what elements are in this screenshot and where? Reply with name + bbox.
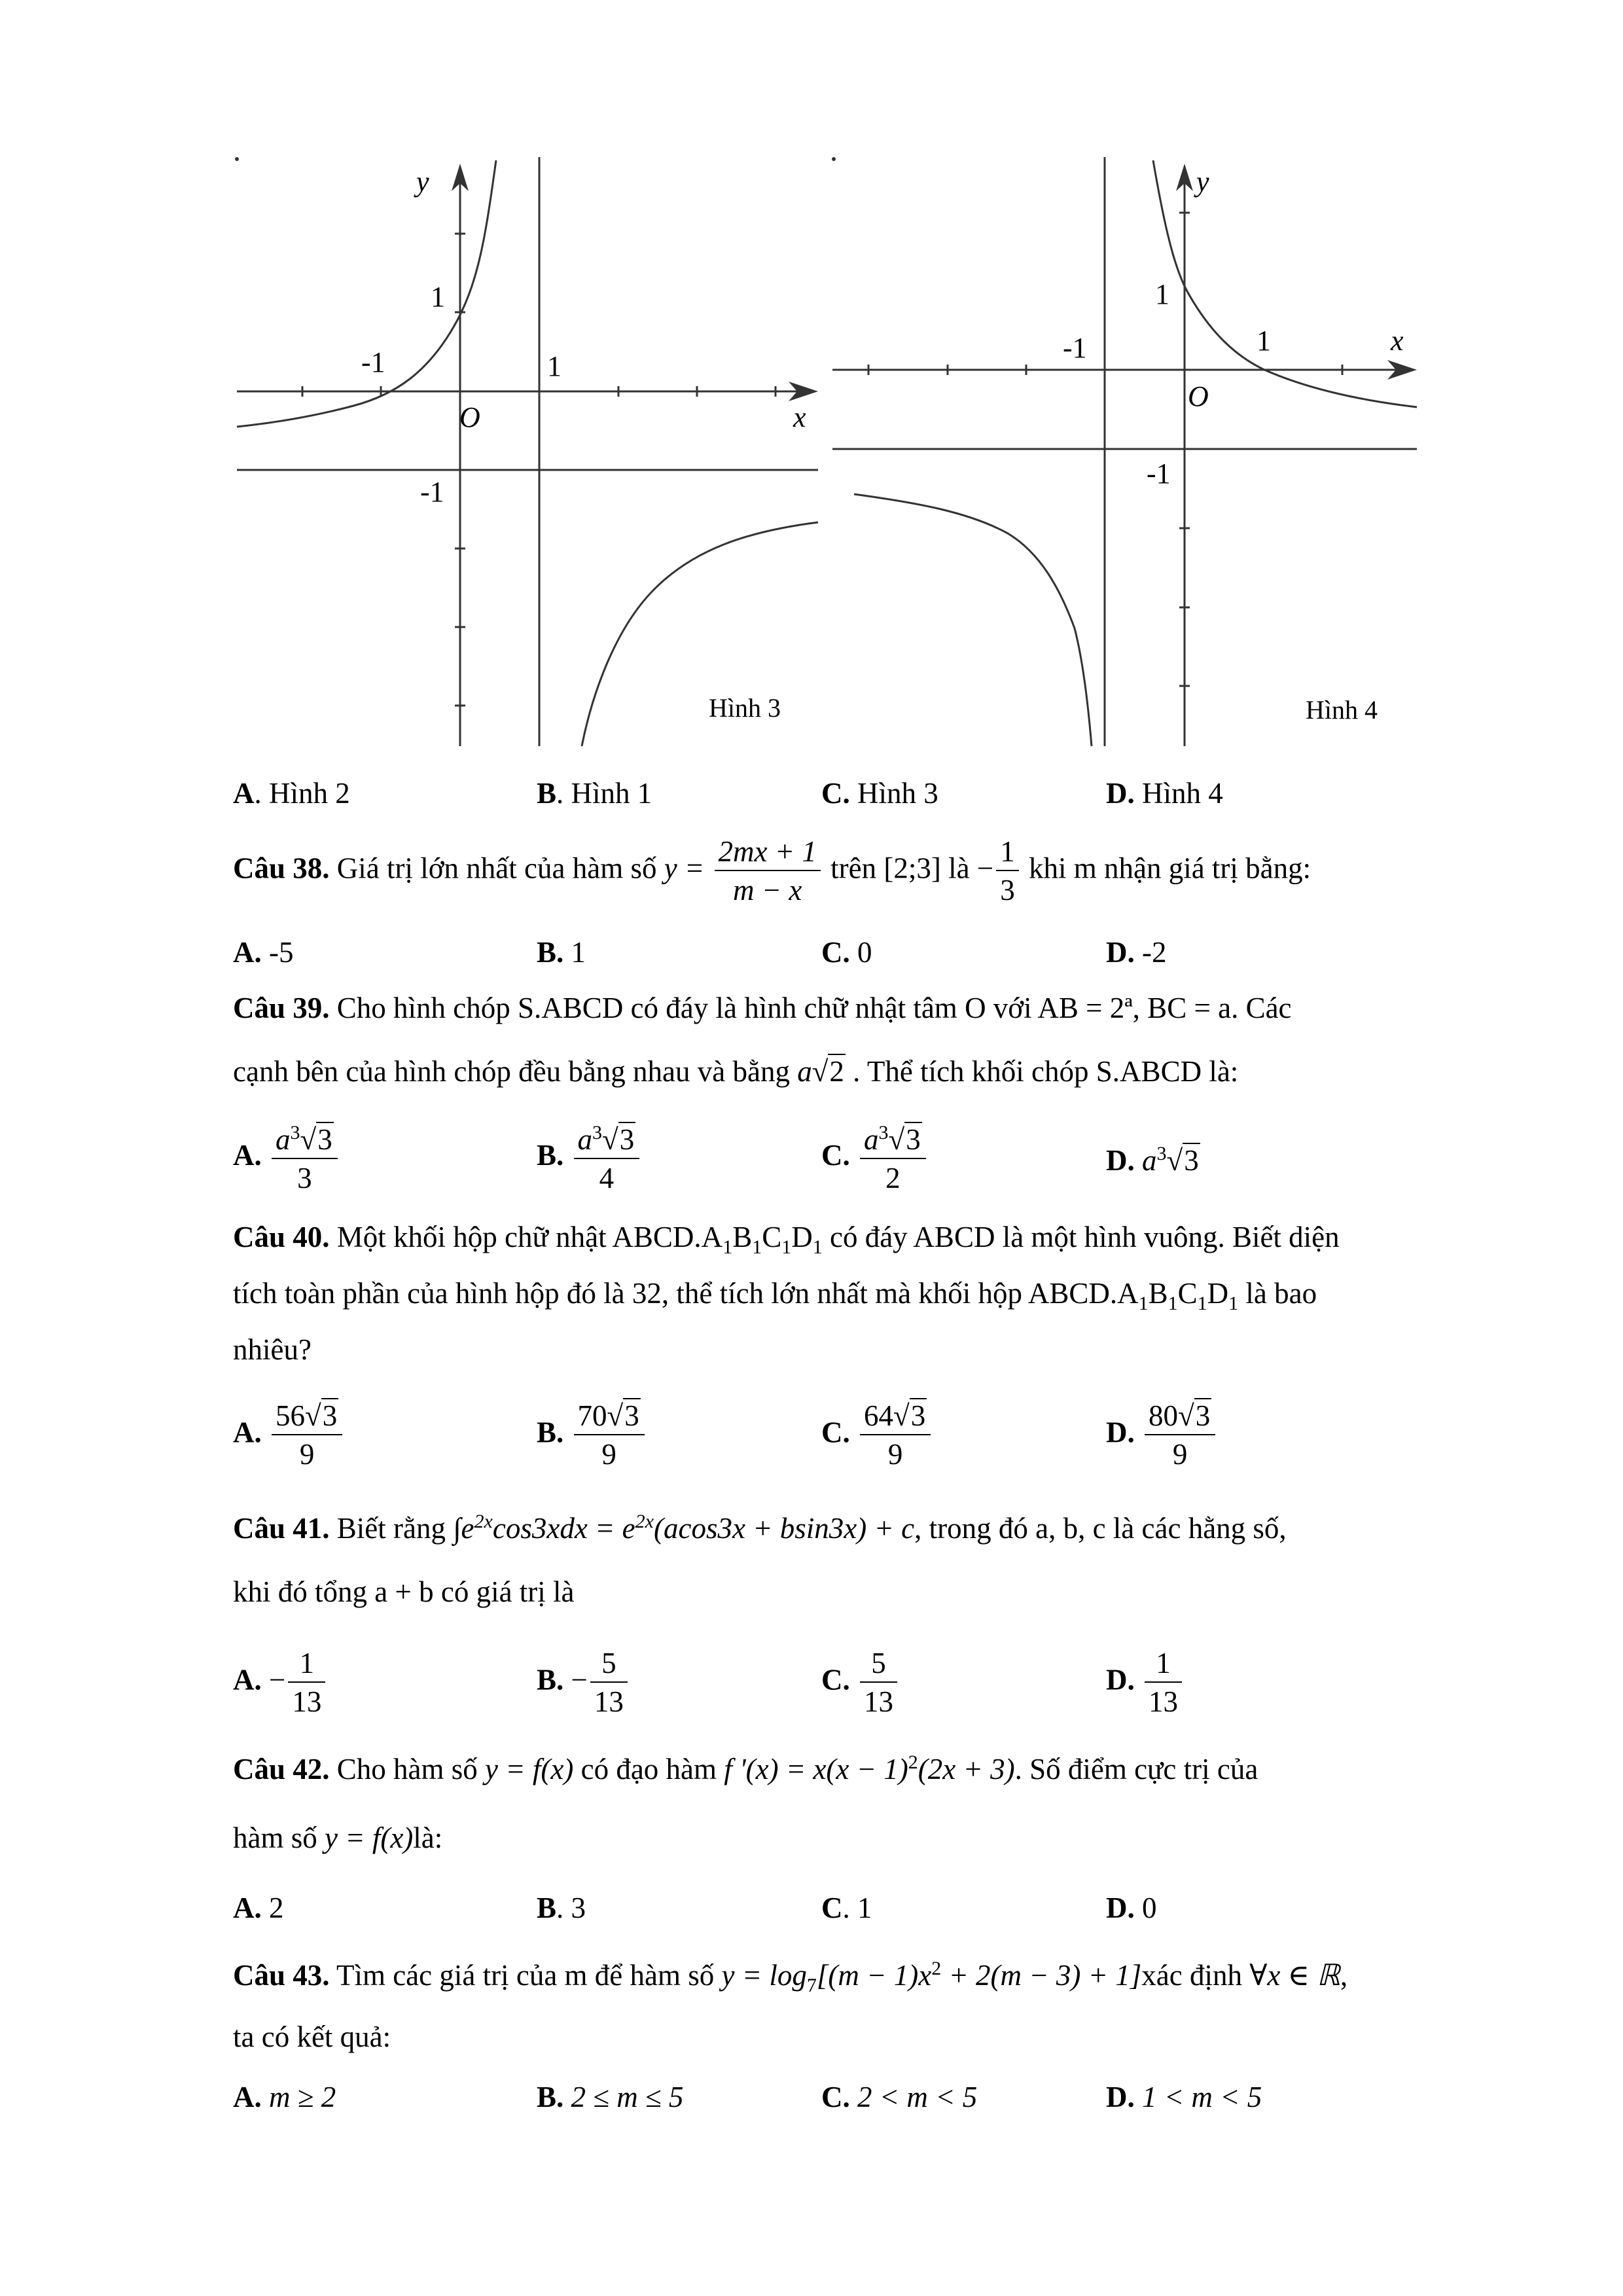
q40-stem-line1 [233,1223,1340,1257]
q38-option-b[interactable] [537,938,586,967]
q38-option-c[interactable] [821,938,872,967]
option-letter: B. [537,2081,564,2113]
q41-option-b[interactable] [537,1648,630,1718]
fig3-one-y-label: 1 [431,281,445,313]
option-numerator: 5 [860,1648,897,1683]
fig4-one-x-label: 1 [1257,325,1271,357]
option-denominator: 9 [887,1438,903,1471]
q40-option-a[interactable] [233,1401,345,1471]
q42-option-b[interactable] [537,1893,586,1923]
q40-text: C [1177,1277,1198,1310]
option-text: . 1 [842,1892,872,1924]
option-text: Hình 4 [1134,777,1223,810]
q43-argument-rest: + 2(m − 3) + 1] [941,1959,1142,1992]
option-coefficient: 70 [577,1399,607,1432]
option-letter: C. [821,777,850,810]
option-text: 2 < m < 5 [857,2081,978,2113]
q38-fn-denominator: m − x [733,874,802,907]
option-letter: D. [1106,1416,1135,1449]
option-radicand: 3 [1184,1144,1199,1177]
q40-subscript: 1 [1228,1293,1239,1314]
q43-log-base: 7 [806,1975,817,1996]
option-letter: B. [537,1139,564,1172]
q40-option-b[interactable] [537,1401,647,1471]
q41-label: Câu 41. [233,1512,330,1545]
option-letter: D. [1106,1144,1135,1177]
fig3-minus-one-x-label: -1 [361,346,385,378]
option-denominator: 4 [599,1162,615,1195]
q38-fn-numerator: 2mx + 1 [715,836,821,871]
option-text: . Hình 2 [254,777,350,810]
option-radicand: 3 [910,1399,926,1432]
option-num-radicand: 3 [906,1123,921,1156]
q39-label: Câu 39. [233,992,330,1024]
option-letter: A. [233,2081,262,2113]
option-fraction [590,1648,628,1718]
q42-derivative: f '(x) = x(x − 1) [724,1753,908,1785]
option-fraction: $\frac{a^3√3}{3}$ [272,1122,338,1194]
figure-3-labels [361,166,806,723]
fig4-minus-one-y-label: -1 [1147,457,1171,490]
option-fraction [1145,1648,1182,1718]
option-numerator: 5 [590,1648,628,1683]
q43-function: y = log [721,1959,807,1992]
option-denominator: 13 [1149,1685,1178,1719]
q42-text: có đạo hàm [573,1753,724,1785]
q38-value-sign: − [976,852,994,885]
option-letter: B [537,1892,557,1924]
option-fraction: $\frac{a^3√3}{2}$ [860,1122,926,1194]
q40-text: có đáy ABCD là một hình vuông. Biết diện [822,1221,1340,1253]
q37-option-b[interactable] [537,779,652,808]
q41-integrand: cos3xdx = e [492,1512,635,1545]
q42-text: là: [413,1821,443,1854]
q38-text: Giá trị lớn nhất của hàm số [329,852,664,885]
option-letter: B. [537,936,564,969]
fig3-x-label: x [793,401,806,433]
q42-function: y = f(x) [325,1821,414,1854]
option-denominator: 9 [299,1438,315,1471]
option-text: 2 [261,1892,284,1924]
q40-subscript: 1 [1197,1293,1207,1314]
q40-stem-line2 [233,1279,1317,1314]
q40-subscript: 1 [722,1236,733,1258]
option-text: 0 [1134,1892,1157,1924]
fig3-y-label: y [416,166,429,198]
q41-exponent: 2x [474,1511,493,1532]
q40-subscript: 1 [781,1236,792,1258]
q41-exponent: 2x [635,1511,654,1532]
fig3-one-x-label: 1 [547,350,562,382]
q40-text: D [1207,1277,1229,1310]
q43-option-c[interactable] [821,2083,977,2112]
q37-option-a[interactable] [233,779,350,808]
q40-text: B [1148,1277,1168,1310]
q39-option-c[interactable] [821,1122,929,1194]
option-fraction: $\frac{a^3√3}{4}$ [574,1122,640,1194]
option-num-radicand: 3 [619,1123,635,1156]
fig3-caption: Hình 3 [709,693,781,723]
q38-option-d[interactable] [1106,938,1167,967]
option-text: 2 ≤ m ≤ 5 [571,2081,684,2113]
q37-option-d[interactable] [1106,779,1223,808]
q39-stem-line2: cạnh bên của hình chóp đều bằng nhau và bằng a√2 . Thể tích khối chóp S.ABCD là: [233,1055,1239,1088]
option-letter: A [233,777,255,810]
q41-rhs: (acos3x + bsin3x) + c [653,1512,915,1545]
q42-option-a[interactable] [233,1893,284,1923]
q41-integral: ∫e [453,1512,474,1545]
q40-text: C [762,1221,782,1253]
figure-4-labels [1063,166,1404,725]
q42-label: Câu 42. [233,1753,330,1785]
option-fraction: $\frac{70√3}{9}$ [574,1401,645,1471]
option-fraction [288,1648,325,1718]
option-sign: − [571,1663,588,1696]
option-power: 3 [1156,1143,1167,1164]
q38-function-fraction [715,836,821,906]
q38-label: Câu 38. [233,852,330,885]
q43-stem-line2 [233,2022,391,2052]
option-letter: D. [1106,1892,1135,1924]
option-sign: − [269,1663,286,1696]
option-coefficient: 80 [1149,1399,1178,1432]
option-text: -2 [1134,936,1167,969]
q43-option-d[interactable] [1106,2083,1262,2112]
q42-option-d[interactable] [1106,1893,1157,1923]
option-text: 0 [849,936,872,969]
q41-text: , trong đó a, b, c là các hằng số, [914,1512,1287,1545]
q42-stem-line2 [233,1823,442,1853]
q43-text: , [1340,1959,1348,1992]
option-text: . Hình 1 [556,777,652,810]
option-letter: C. [821,2081,850,2113]
option-text: m ≥ 2 [269,2081,336,2113]
graphs-figure [0,0,1623,759]
option-fraction: $\frac{64√3}{9}$ [860,1401,931,1471]
option-num-power: 3 [878,1122,889,1143]
q40-label: Câu 40. [233,1221,330,1253]
option-num-base: a [276,1123,291,1156]
q38-value-numerator: 1 [996,836,1019,871]
fig4-origin-label: O [1188,380,1209,412]
option-denominator: 13 [292,1685,322,1719]
q38-value-denominator: 3 [1000,874,1015,907]
q42-option-c[interactable] [821,1893,872,1923]
q43-power: 2 [931,1958,942,1979]
q39-stem-line1 [233,994,1292,1023]
option-radicand: 3 [624,1399,639,1432]
q40-option-c[interactable] [821,1401,933,1471]
fig4-one-y-label: 1 [1155,278,1169,310]
option-denominator: 13 [594,1685,624,1719]
q40-text: tích toàn phần của hình hộp đó là 32, thể tích lớn nhất mà khối hộp ABCD.A [233,1277,1139,1310]
figure-4 [832,157,1417,746]
q43-label: Câu 43. [233,1959,330,1992]
option-letter: A. [233,1892,262,1924]
q42-text: Cho hàm số [329,1753,486,1785]
q39-edge-a: a [797,1055,812,1088]
option-num-base: a [864,1123,879,1156]
q42-stem-line1 [233,1753,1258,1784]
option-letter: B. [537,1416,564,1449]
q42-text: . Số điểm cực trị của [1014,1753,1258,1785]
q40-subscript: 1 [752,1236,762,1258]
option-denominator: 9 [1172,1438,1188,1471]
q38-text: khi m nhận giá trị bằng: [1028,852,1311,885]
option-denominator: 2 [885,1162,901,1195]
q38-stem [233,836,1311,906]
q41-stem-line2 [233,1577,575,1607]
option-fraction: $\frac{56√3}{9}$ [272,1401,342,1471]
option-letter: C. [821,1663,850,1696]
option-text: . 3 [556,1892,586,1924]
fig3-minus-one-y-label: -1 [420,476,444,508]
q43-argument: [(m − 1)x [816,1959,932,1992]
q41-option-c[interactable] [821,1648,900,1718]
q39-edge-radicand: 2 [829,1055,844,1088]
figure-3 [235,157,818,746]
option-letter: A. [233,936,262,969]
option-letter: B [537,777,557,810]
q39-text: Cho hình chóp S.ABCD có đáy là hình chữ nhật tâm O với AB = 2ª, BC = a. Các [329,992,1292,1024]
q38-text: trên [830,852,884,885]
option-radicand: 3 [1195,1399,1211,1432]
option-coefficient: 56 [276,1399,305,1432]
q38-value-fraction [996,836,1019,906]
q40-subscript: 1 [812,1236,823,1258]
option-num-power: 3 [592,1122,603,1143]
q43-option-a[interactable] [233,2083,336,2112]
q40-text: là bao [1238,1277,1317,1310]
q42-derivative-factor: (2x + 3) [918,1753,1015,1785]
q42-function: y = f(x) [485,1753,574,1785]
option-letter: C. [821,936,850,969]
option-num-base: a [577,1123,593,1156]
option-letter: A. [233,1663,262,1696]
q41-text: Biết rằng [329,1512,454,1545]
fig3-curve-right-branch [582,522,818,746]
q40-text: D [791,1221,813,1253]
fig3-curve-left-branch [237,160,496,427]
q43-option-b[interactable] [537,2083,683,2112]
q38-function-lhs: y = [664,852,705,885]
option-fraction: $\frac{80√3}{9}$ [1145,1401,1215,1471]
stray-dot-2 [832,157,836,161]
stray-dot [235,157,239,161]
q37-option-c[interactable] [821,779,938,808]
q38-option-a[interactable] [233,938,294,967]
fig4-x-label: x [1391,325,1404,357]
q41-text: khi đó tổng a + b có giá trị là [233,1575,575,1608]
q40-subscript: 1 [1138,1293,1149,1314]
option-letter: A. [233,1416,262,1449]
fig3-origin-label: O [459,401,480,433]
option-num-power: 3 [290,1122,300,1143]
option-text: 1 [563,936,586,969]
fig4-minus-one-x-label: -1 [1063,332,1087,364]
q40-stem-line3 [233,1335,312,1365]
q39-text: cạnh bên của hình chóp đều bằng nhau và bằng [233,1055,798,1088]
option-numerator: 1 [288,1648,325,1683]
option-text: -5 [261,936,294,969]
q42-derivative-power: 2 [908,1751,918,1773]
option-letter: D. [1106,1663,1135,1696]
option-text: 1 < m < 5 [1142,2081,1262,2113]
q39-text: . Thể tích khối chóp S.ABCD là: [845,1055,1239,1088]
fig4-caption: Hình 4 [1306,695,1378,725]
option-letter: D. [1106,2081,1135,2113]
option-letter: D. [1106,936,1135,969]
q40-text: B [732,1221,753,1253]
q40-text: Một khối hộp chữ nhật ABCD.A [329,1221,723,1253]
q40-text: nhiêu? [233,1333,312,1366]
option-letter: C [821,1892,843,1924]
option-denominator: 13 [864,1685,893,1719]
option-letter: A. [233,1139,262,1172]
q43-text: Tìm các giá trị của m để hàm số [329,1959,722,1992]
option-denominator: 3 [297,1162,312,1195]
fig4-y-label: y [1196,166,1209,198]
q43-text: ta có kết quả: [233,2020,391,2053]
q39-option-b[interactable] [537,1122,642,1194]
q38-interval: [2;3] [883,852,941,885]
option-denominator: 9 [601,1438,616,1471]
q43-stem-line1 [233,1959,1347,1996]
option-letter: B. [537,1663,564,1696]
q39-option-a[interactable] [233,1122,340,1194]
q41-option-a[interactable] [233,1648,328,1718]
option-fraction [860,1648,897,1718]
q43-text: xác định [1141,1959,1250,1992]
q40-option-d[interactable] [1106,1401,1218,1471]
option-coefficient: 64 [864,1399,893,1432]
q38-text: là [940,852,977,885]
q43-domain: ∀x ∈ ℝ [1249,1959,1340,1992]
q41-option-d[interactable] [1106,1648,1185,1718]
q42-text: hàm số [233,1821,325,1854]
q39-option-d[interactable]: D. $a^3√3$ [1106,1143,1199,1177]
q41-stem-line1 [233,1512,1287,1543]
option-numerator: 1 [1145,1648,1182,1683]
option-radicand: 3 [322,1399,338,1432]
option-letter: D. [1106,777,1135,810]
q40-subscript: 1 [1168,1293,1178,1314]
fig4-curve-left-branch [854,494,1092,746]
option-letter: C. [821,1139,850,1172]
option-letter: C. [821,1416,850,1449]
option-base: a [1142,1144,1157,1177]
option-text: Hình 3 [849,777,938,810]
option-num-radicand: 3 [317,1123,332,1156]
